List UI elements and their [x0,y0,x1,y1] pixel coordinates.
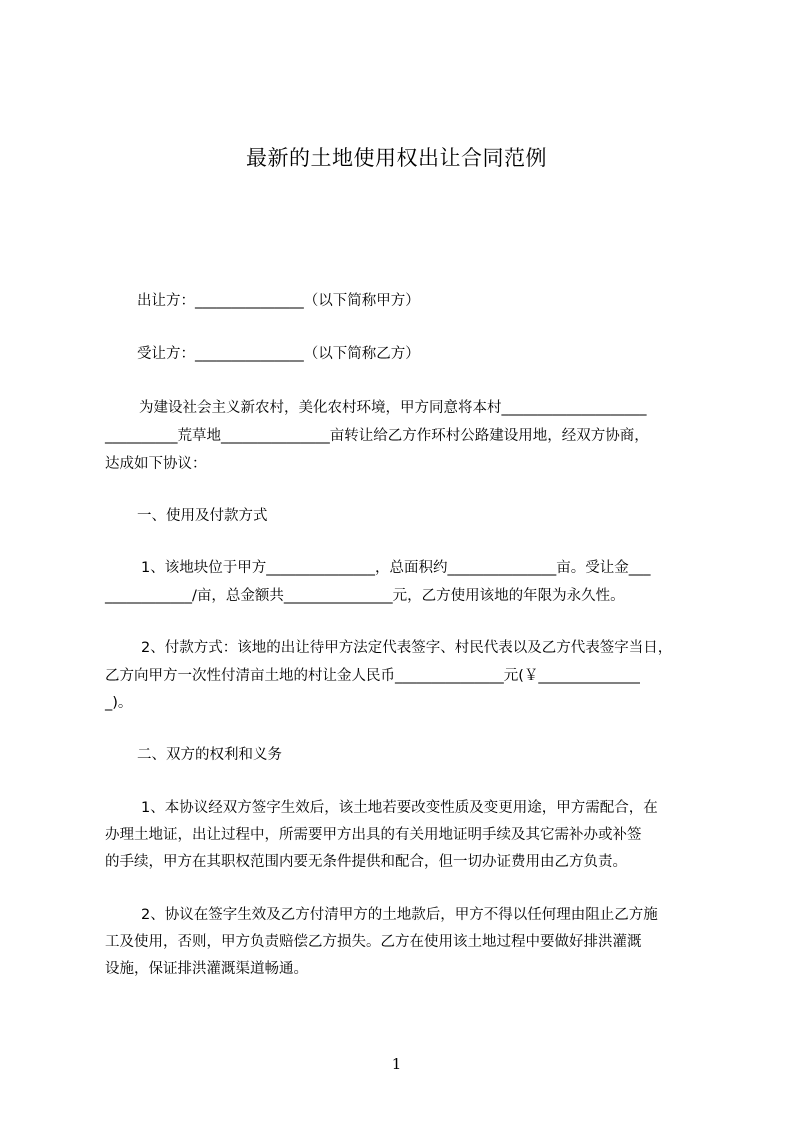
preamble-line-1: 为建设社会主义新农村，美化农村环境，甲方同意将本村____________________ [139,400,647,416]
clause-2-1-line-1: 1、本协议经双方签字生效后，该土地若要改变性质及变更用途，甲方需配合，在 [141,800,658,816]
document-title: 最新的土地使用权出让合同范例 [246,146,547,170]
preamble-line-2: __________荒草地_______________亩转让给乙方作环村公路建设用地，经双方协商， [105,428,649,444]
clause-1-2-line-1: 2、付款方式：该地的出让待甲方法定代表签字、村民代表以及乙方代表签字当日， [141,640,673,656]
clause-2-2-line-3: 设施，保证排洪灌溉渠道畅通。 [105,961,308,977]
clause-2-2-line-1: 2、协议在签字生效及乙方付清甲方的土地款后，甲方不得以任何理由阻止乙方施 [141,907,658,923]
grantee-line: 受让方：_______________（以下简称乙方） [137,346,420,362]
section-heading-1: 一、使用及付款方式 [137,508,268,524]
clause-2-1-line-3: 的手续，甲方在其职权范围内要无条件提供和配合，但一切办证费用由乙方负责。 [105,854,627,870]
grantor-line: 出让方：_______________（以下简称甲方） [137,293,420,309]
clause-2-2-line-2: 工及使用，否则，甲方负责赔偿乙方损失。乙方在使用该土地过程中要做好排洪灌溉 [105,934,642,950]
page-number: 1 [391,1055,402,1073]
clause-1-1-line-1: 1、该地块位于甲方_______________，总面积约_______________亩。受让金___ [141,560,651,576]
clause-1-2-line-2: 乙方向甲方一次性付清亩土地的村让金人民币_______________元(￥______________ [105,668,640,684]
clause-2-1-line-2: 办理土地证，出让过程中，所需要甲方出具的有关用地证明手续及其它需补办或补签 [105,827,642,843]
clause-1-2-line-3: _)。 [105,695,133,711]
preamble-line-3: 达成如下协议： [105,456,207,472]
section-heading-2: 二、双方的权利和义务 [137,747,282,763]
clause-1-1-line-2: ____________/亩，总金额共_______________元，乙方使用该地的年限为永久性。 [105,588,625,604]
